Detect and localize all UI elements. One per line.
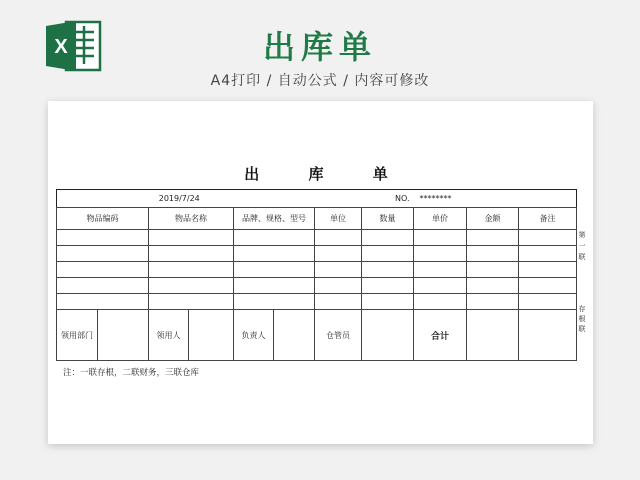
- col-remark: 备注: [519, 208, 577, 230]
- col-unit: 单位: [315, 208, 362, 230]
- col-amount: 金额: [467, 208, 519, 230]
- outbound-form-table: [56, 189, 577, 361]
- manager-label: 负责人: [234, 310, 274, 361]
- page-subtitle: A4打印 / 自动公式 / 内容可修改: [210, 73, 430, 89]
- form-footer-row: [57, 310, 577, 361]
- no-label: NO.: [362, 190, 414, 208]
- keeper-value[interactable]: [362, 310, 414, 361]
- keeper-label: 仓管员: [315, 310, 362, 361]
- table-row: [57, 246, 577, 262]
- total-amount[interactable]: [467, 310, 519, 361]
- receiver-label: 领用人: [149, 310, 189, 361]
- table-row: [57, 278, 577, 294]
- col-brand-spec: 品牌、规格、型号: [234, 208, 315, 230]
- page-title: 出库单: [262, 28, 377, 66]
- logo-letter: X: [54, 36, 68, 58]
- footnote: 注：一联存根，二联财务，三联仓库: [63, 368, 200, 378]
- dept-label: 领用部门: [57, 310, 98, 361]
- total-label: 合计: [414, 310, 467, 361]
- column-header-row: [57, 208, 577, 230]
- document-title: 出 库 单: [244, 165, 410, 183]
- dept-value[interactable]: [98, 310, 149, 361]
- side-label-stub: 存 根 联: [578, 305, 586, 333]
- receiver-value[interactable]: [189, 310, 234, 361]
- form-header-row: [57, 190, 577, 208]
- col-item-code: 物品编码: [57, 208, 149, 230]
- table-row: [57, 262, 577, 278]
- manager-value[interactable]: [274, 310, 315, 361]
- date-value: 2019/7/24: [57, 190, 362, 208]
- col-unit-price: 单价: [414, 208, 467, 230]
- col-quantity: 数量: [362, 208, 414, 230]
- table-row: [57, 230, 577, 246]
- total-remark[interactable]: [519, 310, 577, 361]
- no-value: ********: [414, 190, 577, 208]
- table-row: [57, 294, 577, 310]
- col-item-name: 物品名称: [149, 208, 234, 230]
- side-label-first-copy: 第 一 联: [578, 231, 586, 261]
